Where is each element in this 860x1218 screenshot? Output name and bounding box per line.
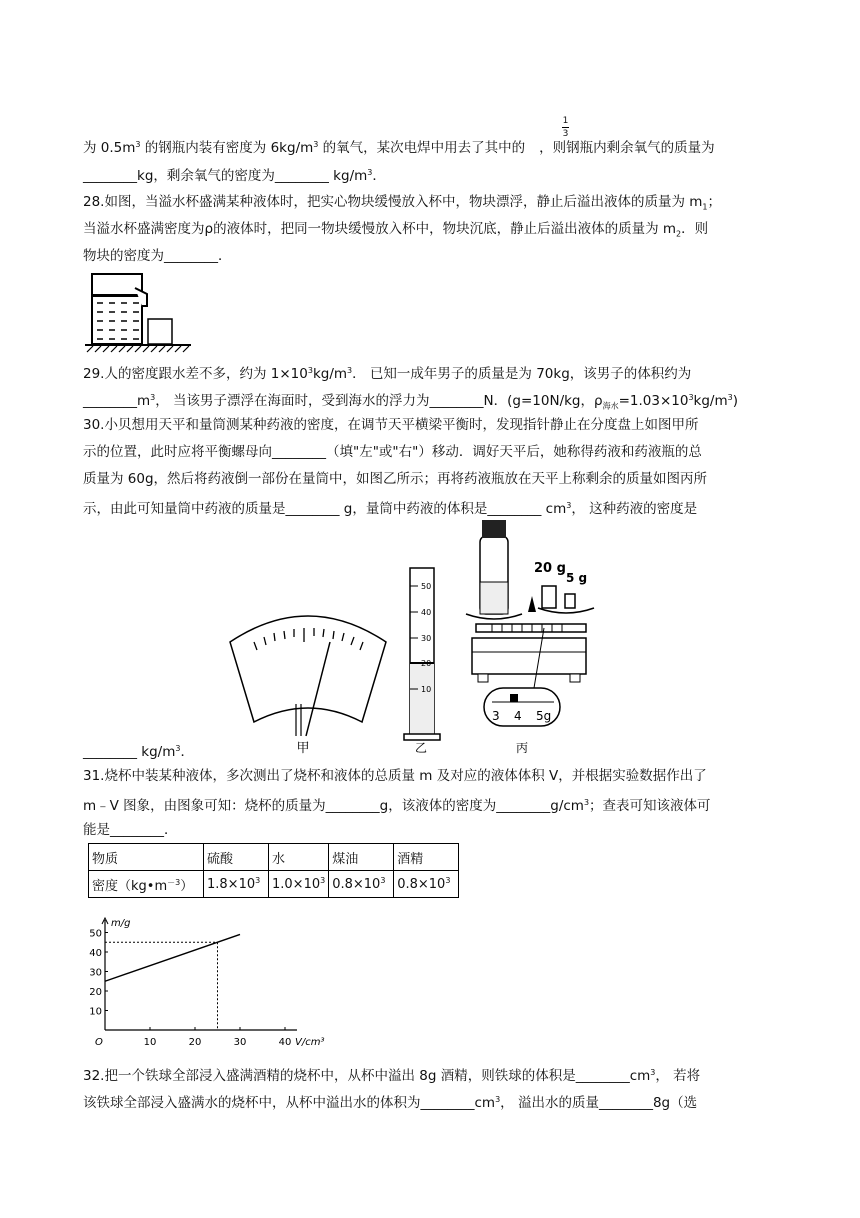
q30-line-4 <box>83 497 697 518</box>
text: 30.小贝想用天平和量筒测某种药液的密度，在调节天平横梁平衡时，发现指针静止在分度盘上如图甲所 <box>83 417 699 433</box>
weight-5g <box>565 594 575 608</box>
y-tick-label: 10 <box>89 1006 102 1018</box>
text: kg/m <box>312 366 348 382</box>
mv-chart <box>83 912 325 1052</box>
tick-label: 40 <box>421 608 432 617</box>
q28-line-3 <box>83 247 232 265</box>
text: 1.0×10 <box>272 877 321 892</box>
text: ） <box>180 878 194 894</box>
q31-line-1 <box>83 767 707 785</box>
sup: 3 <box>367 168 373 177</box>
table-cell <box>394 871 459 898</box>
q28-line-1 <box>83 193 721 217</box>
table-cell: 硫酸 <box>204 844 269 871</box>
x-tick-label: 10 <box>143 1037 157 1048</box>
table-cell: 煤油 <box>329 844 394 871</box>
sup: 3 <box>445 876 451 885</box>
text: ．则 <box>681 221 709 237</box>
y-tick-label: 20 <box>89 987 102 998</box>
text: ， 当该男子漂浮在海面时，受到海水的浮力为________N．(g=10N/kg，ρ <box>155 393 603 409</box>
text: ，则钢瓶内剩余氧气的质量为 <box>539 140 715 156</box>
balance-base <box>472 638 586 674</box>
fraction-numerator: 1 <box>562 116 569 126</box>
table-cell <box>329 871 394 898</box>
series-line <box>105 934 240 981</box>
table-row <box>89 871 459 898</box>
sup: 3 <box>347 366 353 375</box>
q30-line-1 <box>83 416 698 434</box>
text: ________m <box>83 393 151 409</box>
text: 示，由此可知量筒中药液的质量是________ g，量筒中药液的体积是________ cm <box>83 501 567 517</box>
x-axis-label: V/cm³ <box>295 1037 325 1048</box>
table-header-row <box>89 844 459 871</box>
sup: 3 <box>727 393 733 402</box>
small-beaker <box>148 319 172 344</box>
balance-figure-bing <box>462 516 598 756</box>
text: 物块的密度为________． <box>83 248 232 264</box>
text: ， 若将 <box>655 1068 701 1084</box>
sup: 3 <box>320 876 326 885</box>
table-cell: 物质 <box>89 844 204 871</box>
y-tick-label: 40 <box>89 948 102 959</box>
sup: 3 <box>175 744 181 753</box>
tick-label: 50 <box>421 582 432 591</box>
text: 的钢瓶内装有密度为 6kg/m <box>140 140 314 156</box>
ground-hatch <box>87 346 189 352</box>
text: ． <box>180 744 194 760</box>
scale-num: 5g <box>536 709 552 723</box>
rider <box>510 694 518 702</box>
q29-line-1 <box>83 362 691 383</box>
y-axis-label: m/g <box>111 918 131 929</box>
sup: 3 <box>380 876 386 885</box>
text: ________kg，剩余氧气的密度为________ kg/m <box>83 168 368 184</box>
q29-line-2 <box>83 389 738 416</box>
q31-line-3 <box>83 821 178 839</box>
sup: 3 <box>307 366 313 375</box>
q31-line-2 <box>83 794 711 815</box>
overflow-cup-figure <box>83 270 193 355</box>
scale-num: 3 <box>492 709 500 723</box>
q30-line-5 <box>83 740 194 761</box>
text: kg/m <box>693 393 728 409</box>
sup: 3 <box>313 140 319 149</box>
q27-line-2 <box>83 164 386 185</box>
weight-20g-label: 20 g <box>534 561 566 576</box>
cylinder-figure-yi <box>394 560 454 754</box>
q32-line-1 <box>83 1064 700 1085</box>
scale-num: 4 <box>514 709 522 723</box>
x-tick-label: 20 <box>188 1037 202 1048</box>
text: 28.如图，当溢水杯盛满某种液体时，把实心物块缓慢放入杯中，物块漂浮，静止后溢出液体的质量为 m <box>83 194 703 210</box>
table-cell <box>89 871 204 898</box>
text: ) <box>732 393 739 409</box>
text: m﹣V 图象，由图象可知：烧杯的质量为________g，该液体的密度为________g/cm <box>83 798 584 814</box>
sup: 3 <box>688 393 694 402</box>
text: 0.8×10 <box>397 877 446 892</box>
text: 示的位置，此时应将平衡螺母向________（填"左"或"右"）移动．调好天平后，她称得药液和药液瓶的总 <box>83 444 702 460</box>
q32-line-2 <box>83 1091 697 1112</box>
dial-figure-jia <box>228 602 388 754</box>
sup: 3 <box>566 501 572 510</box>
text: 29.人的密度跟水差不多，约为 1×10 <box>83 366 308 382</box>
q28-line-2 <box>83 220 708 244</box>
label-bing: 丙 <box>516 741 529 755</box>
y-tick-label: 50 <box>89 928 102 940</box>
text: 该铁球全部浸入盛满水的烧杯中，从杯中溢出水的体积为________cm <box>83 1095 496 1111</box>
sub: 2 <box>676 229 682 239</box>
text: 能是________． <box>83 822 178 838</box>
sup: 3 <box>650 1068 656 1077</box>
weight-20g <box>542 586 556 608</box>
text: ． <box>372 168 386 184</box>
sup: 3 <box>583 798 590 807</box>
text: ． 已知一成年男子的质量是为 70kg，该男子的体积约为 <box>352 366 692 382</box>
text: 密度（kg•m <box>92 878 168 894</box>
y-tick-label: 30 <box>89 967 102 979</box>
text: 32.把一个铁球全部浸入盛满酒精的烧杯中，从杯中溢出 8g 酒精，则铁球的体积是________cm <box>83 1068 651 1084</box>
sup: 3 <box>495 1095 501 1104</box>
q27-line-1 <box>83 136 715 157</box>
text: 1.8×10 <box>207 877 256 892</box>
sup: 3 <box>255 876 261 885</box>
q30-line-2 <box>83 443 702 461</box>
liquid <box>410 663 434 734</box>
sup: 3 <box>150 393 156 402</box>
q30-line-3 <box>83 470 707 488</box>
table-cell: 酒精 <box>394 844 459 871</box>
text: ； <box>707 194 722 210</box>
text: =1.03×10 <box>618 393 689 409</box>
x-tick-label: 40 <box>278 1037 292 1048</box>
fraction-denominator: 3 <box>562 129 569 139</box>
table-cell <box>269 871 329 898</box>
density-table <box>88 843 459 898</box>
label-jia: 甲 <box>296 741 310 756</box>
text: 当溢水杯盛满密度为ρ的液体时，把同一物块缓慢放入杯中，物块沉底，静止后溢出液体的质量为 m <box>83 221 677 237</box>
x-tick-label: 30 <box>233 1037 247 1048</box>
sub: 1 <box>702 202 708 212</box>
origin-label: O <box>95 1037 103 1048</box>
tick-label: 20 <box>421 659 432 668</box>
label-yi: 乙 <box>415 741 428 755</box>
sup: 3 <box>135 140 141 149</box>
text: 0.8×10 <box>332 877 381 892</box>
tick-label: 10 <box>421 685 432 694</box>
tick-label: 30 <box>421 634 432 643</box>
table-cell: 水 <box>269 844 329 871</box>
text: 质量为 60g，然后将药液倒一部份在量筒中，如图乙所示；再将药液瓶放在天平上称剩余的质量如图丙所 <box>83 471 708 487</box>
sup: －3 <box>167 877 181 887</box>
text: ， 这种药液的密度是 <box>571 501 698 517</box>
text: 31.烧杯中装某种液体，多次测出了烧杯和液体的总质量 m 及对应的液体体积 V，并根据实验数据作出了 <box>83 768 707 784</box>
sub: 海水 <box>602 401 619 411</box>
liquid-surface <box>92 294 142 297</box>
text: 的氧气，某次电焊中用去了其中的 <box>318 140 526 156</box>
text: ________ kg/m <box>83 744 176 760</box>
bottle-cap <box>482 520 506 538</box>
text: ；查表可知该液体可 <box>589 798 711 814</box>
weight-5g-label: 5 g <box>566 571 588 585</box>
text: ， 溢出水的质量________8g（选 <box>500 1095 698 1111</box>
table-cell <box>204 871 269 898</box>
text: 为 0.5m <box>83 140 136 156</box>
